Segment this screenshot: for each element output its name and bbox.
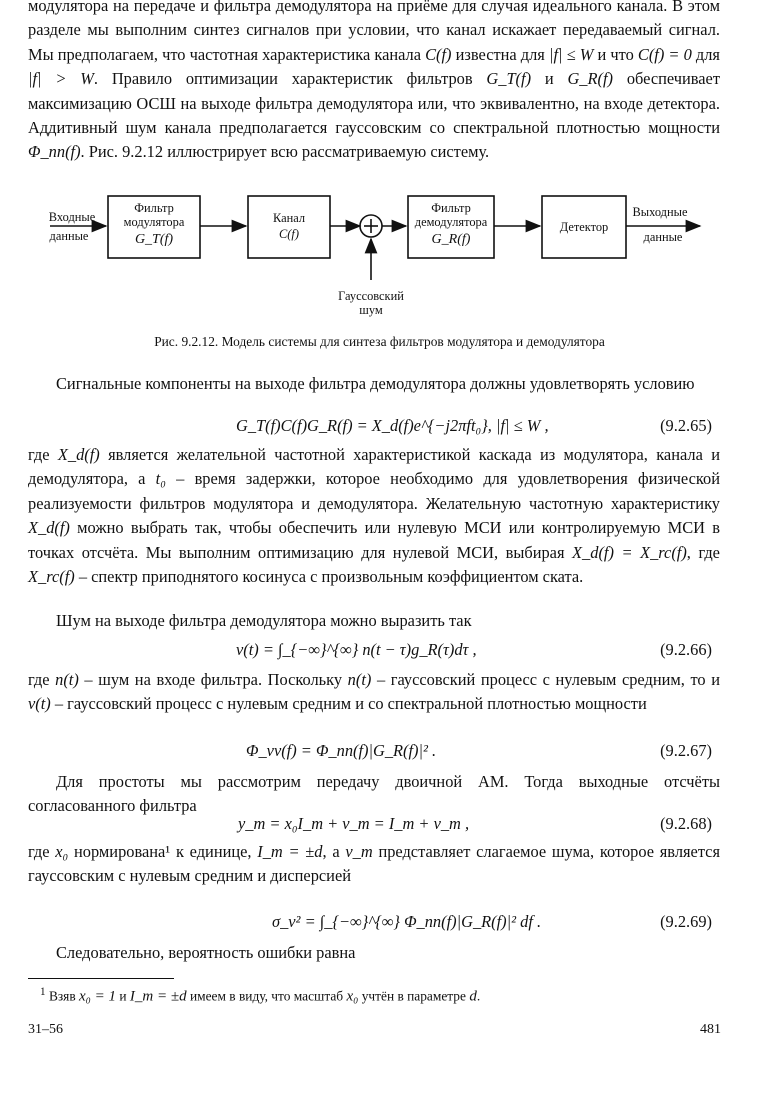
intro-line-5a: фильтров [406, 69, 473, 89]
mod-label-1: Фильтр [134, 201, 174, 215]
noise-label-2: шум [359, 303, 383, 317]
math-zero-response: C(f) = 0 [637, 44, 692, 64]
output-label-1: Выходные [632, 205, 688, 219]
eq65-number: (9.2.65) [660, 416, 712, 435]
p1-line-1: Сигнальные компоненты на выходе фильтра демодулятора должны удовлетворять [56, 374, 630, 393]
math-vt: v(t) [28, 694, 51, 714]
fn-text-b: и [119, 988, 127, 1004]
p1-line-2: условию [633, 374, 695, 393]
demod-label-3: G_R(f) [431, 232, 471, 247]
demod-label-1: Фильтр [431, 201, 471, 215]
p4-line-1b: – шум на входе фильтра. Поскольку [84, 670, 343, 689]
input-label-2: данные [49, 229, 89, 243]
math-gt: G_T(f) [486, 69, 532, 89]
footnote [40, 986, 480, 1005]
demod-label-2: демодулятора [414, 215, 488, 229]
intro-line-6: демодулятора или, что эквивалентно, на входе детектора. Аддитивный шум канала [28, 93, 720, 138]
math-nt-2: n(t) [347, 670, 372, 689]
math-band-condition: |f| ≤ W [548, 44, 594, 64]
math-noise-psd: Φ_nn(f) [28, 142, 81, 162]
mod-label-3: G_T(f) [134, 232, 174, 247]
p2-line-4a: характеристику [610, 493, 720, 513]
paragraph-1 [28, 372, 720, 396]
math-xrc: X_rc(f) [28, 567, 75, 587]
intro-line-2: В этом разделе мы выполним синтез сигналов при условии, что канал искажает [28, 0, 720, 40]
equation-9-2-65 [28, 416, 720, 446]
intro-line-4a: известна для [455, 44, 545, 64]
p2-line-1b: является желательной частотной характеристикой каскада из модулятора, [108, 445, 648, 464]
intro-line-1: модулятора на передаче и фильтра демодулятора на приёме для случая идеального канала. [28, 0, 668, 15]
intro-line-5b: и [544, 69, 554, 89]
fn-math-d: d [469, 988, 477, 1005]
fn-math-x0-2: x₀ [346, 988, 359, 1005]
p6-line-2: является гауссовским с нулевым средним и дисперсией [28, 842, 720, 886]
p6-line-1d: представляет слагаемое шума, которое [378, 842, 655, 861]
p4-line-3: мощности [574, 694, 647, 714]
footnote-rule [28, 978, 174, 979]
math-im: I_m = ±d [257, 842, 323, 861]
p4-line-2a: то и [690, 670, 720, 689]
eq66-number: (9.2.66) [660, 640, 712, 659]
input-label-1: Входные [48, 210, 96, 224]
paragraph-7 [28, 941, 720, 965]
p2-line-2b: – время задержки, которое необходимо для удовлетворения [176, 469, 628, 489]
intro-line-5c: обеспечивает максимизацию ОСШ на выходе фильтра [28, 69, 720, 113]
p2-line-2a: канала и демодулятора, а [28, 445, 720, 489]
mod-label-2: модулятора [123, 215, 185, 229]
intro-line-3: передаваемый сигнал. Мы предполагаем, что частотная характеристика канала [28, 20, 720, 64]
intro-paragraph [28, 0, 720, 165]
eq67-formula: Φ_vv(f) = Φ_nn(f)|G_R(f)|² . [246, 741, 437, 760]
p2-line-1a: где [28, 445, 50, 464]
math-xd-2: X_d(f) [28, 518, 70, 538]
fn-math-im: I_m = ±d [129, 988, 187, 1005]
page-number: 481 [700, 1022, 721, 1037]
p6-line-1b: нормирована¹ к единице, [74, 842, 252, 861]
p2-line-4b: можно выбрать так, чтобы обеспечить или нулевую МСИ или [77, 518, 535, 538]
p6-line-1a: где [28, 842, 50, 861]
p2-line-7: коэффициентом ската. [427, 567, 584, 587]
eq65-formula: G_T(f)C(f)G_R(f) = X_d(f)e^{−j2πft₀}, |f| ≤ W , [236, 416, 549, 435]
figure-caption: Рис. 9.2.12. Модель системы для синтеза фильтров модулятора и демодулятора [154, 334, 605, 349]
p2-line-6a: выбирая [505, 542, 565, 562]
eq69-formula: σ_v² = ∫_{−∞}^{∞} Φ_nn(f)|G_R(f)|² df . [272, 912, 542, 931]
p4-line-1c: – гауссовский процесс с нулевым средним, [376, 670, 685, 689]
p4-line-1a: где [28, 670, 50, 689]
equation-9-2-67 [28, 741, 720, 771]
noise-label-1: Гауссовский [338, 289, 404, 303]
math-x0: x₀ [55, 842, 69, 861]
intro-line-8: иллюстрирует всю рассматриваемую систему. [167, 142, 490, 162]
output-label-2: данные [643, 230, 683, 244]
fn-text-c: имеем в виду, что масштаб [189, 988, 344, 1004]
eq68-number: (9.2.68) [660, 814, 712, 833]
p4-line-2b: – гауссовский процесс с нулевым средним и со спектральной плотностью [54, 694, 571, 714]
footer-signature: 31–56 [28, 1022, 63, 1037]
paragraph-5 [28, 770, 720, 819]
system-block-diagram [0, 188, 759, 322]
p2-line-6b: , где [686, 542, 720, 562]
paragraph-6 [28, 840, 720, 889]
math-xd-xrc: X_d(f) = X_rc(f) [572, 542, 687, 562]
eq68-formula: y_m = x₀I_m + v_m = I_m + v_m , [238, 814, 470, 833]
math-channel-response: C(f) [425, 44, 452, 64]
p2-line-3: физической реализуемости фильтров модулятора и демодулятора. Желательную частотную [28, 469, 720, 513]
p3-text: Шум на выходе фильтра демодулятора можно выразить так [56, 611, 472, 630]
math-t0: t₀ [155, 469, 166, 489]
footnote-mark: 1 [40, 986, 46, 998]
intro-line-4c: для [695, 44, 720, 64]
p2-line-6c: – спектр приподнятого косинуса с произвольным [78, 567, 424, 587]
math-nt: n(t) [55, 670, 79, 689]
paragraph-3 [28, 609, 720, 633]
eq69-number: (9.2.69) [660, 912, 712, 931]
channel-label-1: Канал [272, 211, 306, 225]
intro-line-7b: . Рис. 9.2.12 [80, 142, 164, 162]
intro-line-7a: предполагается гауссовским со спектральной плотностью мощности [219, 118, 720, 138]
intro-line-4b: и что [597, 44, 634, 64]
math-xd: X_d(f) [57, 445, 100, 464]
detector-label: Детектор [559, 220, 609, 234]
math-vm: v_m [345, 842, 373, 861]
fn-text-a: Взяв [48, 988, 76, 1004]
intro-line-4d: . Правило оптимизации характеристик [93, 69, 393, 89]
channel-label-2: C(f) [279, 227, 299, 241]
fn-text-d: учтён в параметре [361, 988, 466, 1004]
equation-9-2-66 [28, 640, 720, 670]
equation-9-2-69 [28, 912, 720, 942]
fn-text-e: . [476, 988, 481, 1004]
p6-line-1c: , а [322, 842, 340, 861]
math-gr: G_R(f) [567, 69, 613, 89]
p5-line-1: Для простоты мы рассмотрим передачу двоичной АМ. Тогда выходные отсчёты [56, 772, 720, 791]
p5-line-2: согласованного фильтра [28, 796, 197, 816]
p7-text: Следовательно, вероятность ошибки равна [56, 943, 356, 962]
eq66-formula: v(t) = ∫_{−∞}^{∞} n(t − τ)g_R(τ)dτ , [236, 640, 477, 659]
math-outband-condition: |f| > W [28, 69, 94, 89]
eq67-number: (9.2.67) [660, 741, 712, 760]
paragraph-4 [28, 668, 720, 717]
p2-line-5: контролируемую МСИ в точках отсчёта. Мы выполним оптимизацию для нулевой МСИ, [28, 518, 720, 562]
paragraph-2 [28, 443, 720, 589]
fn-math-x0: x₀ = 1 [79, 988, 116, 1005]
